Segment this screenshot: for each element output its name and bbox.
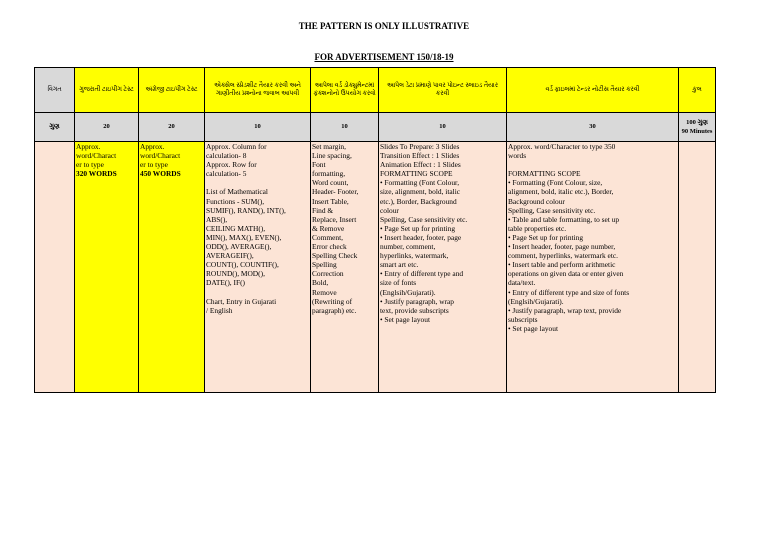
marks-powerpoint: 10: [379, 113, 507, 142]
excel-line: ODD(), AVERAGE(),: [206, 242, 272, 252]
tender-line: table properties etc.: [508, 223, 567, 233]
header-excel: એક્સેલ સ્પ્રેડશીટ તૈયાર કરવી અને ગાણીતીય પ્રશ્નોના જવાબ આપવી: [205, 68, 311, 113]
ppt-line: • Page Set up for printing: [380, 223, 456, 233]
header-total: કુલ: [679, 68, 716, 113]
excel-line: DATE(), IF(): [206, 278, 245, 288]
word-line: Spelling Check: [312, 251, 358, 261]
content-word: [311, 142, 379, 393]
word-line: Header- Footer,: [312, 187, 359, 197]
english-line: er to type: [140, 160, 168, 170]
gujarati-line: er to type: [76, 160, 104, 170]
content-english-typing: [139, 142, 205, 393]
english-word-count: 450 WORDS: [140, 169, 181, 179]
ppt-line: • Insert header, footer, page: [380, 232, 462, 242]
ppt-line: text, provide subscripts: [380, 305, 449, 315]
excel-line: [206, 178, 309, 187]
tender-line: • Page Set up for printing: [508, 232, 584, 242]
tender-line: • Table and table formatting, to set up: [508, 214, 620, 224]
content-excel: [205, 142, 311, 393]
tender-line: • Insert header, footer, page number,: [508, 242, 616, 252]
ppt-line: • Set page layout: [380, 314, 430, 324]
english-line: word/Charact: [140, 151, 181, 161]
excel-line: calculation- 8: [206, 151, 247, 161]
excel-line: CEILING MATH(),: [206, 223, 266, 233]
word-line: & Remove: [312, 223, 345, 233]
excel-line: Chart, Entry in Gujarati: [206, 296, 277, 306]
word-line: Insert Table,: [312, 196, 349, 206]
ppt-line: • Justify paragraph, wrap: [380, 296, 455, 306]
marks-tender: 30: [507, 113, 679, 142]
marks-total: [679, 113, 716, 142]
content-detail: [35, 142, 75, 393]
ppt-line: hyperlinks, watermark,: [380, 251, 449, 261]
word-line: Replace, Insert: [312, 214, 357, 224]
header-word: આપેલા વર્ડ ડોક્યુમેન્ટમાં ફંક્શનોનો ઉપયોગ કરવો: [311, 68, 379, 113]
marks-total-score: 100 ગુણ: [686, 118, 708, 126]
excel-line: [206, 288, 309, 297]
content-gujarati-typing: [75, 142, 139, 393]
word-line: Find &: [312, 205, 334, 215]
word-line: Font: [312, 160, 326, 170]
tender-line: • Formatting (Font Colour, size,: [508, 178, 603, 188]
ppt-line: • Formatting (Font Colour,: [380, 178, 460, 188]
document-title: THE PATTERN IS ONLY ILLUSTRATIVE: [298, 21, 470, 31]
tender-line: FORMATTING SCOPE: [508, 169, 581, 179]
word-line: Error check: [312, 242, 347, 252]
content-row: [35, 142, 716, 393]
word-line: Comment,: [312, 232, 343, 242]
tender-line: Approx. word/Character to type 350: [508, 142, 616, 151]
excel-line: ROUND(), MOD(),: [206, 269, 265, 279]
english-line: Approx.: [140, 142, 165, 151]
excel-line: COUNT(), COUNTIF(),: [206, 260, 279, 270]
excel-line: SUMIF(), RAND(), INT(),: [206, 205, 286, 215]
excel-line: calculation- 5: [206, 169, 247, 179]
tender-line: [508, 160, 677, 169]
marks-word: 10: [311, 113, 379, 142]
tender-line: alignment, bold, italic etc.), Border,: [508, 187, 614, 197]
ppt-line: colour: [380, 205, 399, 215]
tender-line: words: [508, 151, 527, 161]
excel-line: Approx. Row for: [206, 160, 257, 170]
ppt-line: Spelling, Case sensitivity etc.: [380, 214, 468, 224]
word-line: Word count,: [312, 178, 349, 188]
header-english-typing: અંગ્રેજી ટાઇપીંગ ટેસ્ટ: [139, 68, 205, 113]
ppt-line: (Englsih/Gujarati).: [380, 287, 436, 297]
ppt-line: number, comment,: [380, 242, 436, 252]
header-gujarati-typing: ગુજરાતી ટાઇપીંગ ટેસ્ટ: [75, 68, 139, 113]
word-line: Line spacing,: [312, 151, 352, 161]
content-tender: [507, 142, 679, 393]
word-line: Correction: [312, 269, 344, 279]
ppt-line: Slides To Prepare: 3 Slides: [380, 142, 460, 151]
excel-line: ABS(),: [206, 214, 228, 224]
ppt-line: Transition Effect : 1 Slides: [380, 151, 460, 161]
header-row: [35, 68, 716, 113]
marks-excel: 10: [205, 113, 311, 142]
word-line: formatting,: [312, 169, 346, 179]
tender-line: Spelling, Case sensitivity etc.: [508, 205, 596, 215]
word-line: Bold,: [312, 278, 329, 288]
ppt-line: • Entry of different type and: [380, 269, 464, 279]
exam-pattern-table: [34, 67, 716, 393]
content-total: [679, 142, 716, 393]
ppt-line: FORMATTING SCOPE: [380, 169, 453, 179]
excel-line: Functions - SUM(),: [206, 196, 265, 206]
tender-line: (Englsih/Gujarati).: [508, 296, 564, 306]
word-line: (Rewriting of: [312, 296, 353, 306]
excel-line: Approx. Column for: [206, 142, 267, 151]
word-line: Remove: [312, 287, 337, 297]
tender-line: • Insert table and perform arithmetic: [508, 260, 616, 270]
header-tender: વર્ડ ફાઇલમાં ટેન્ડર નોટીસ તૈયાર કરવી: [507, 68, 679, 113]
tender-line: • Justify paragraph, wrap text, provide: [508, 305, 622, 315]
tender-line: data/text.: [508, 278, 536, 288]
word-line: paragraph) etc.: [312, 305, 357, 315]
gujarati-line: word/Charact: [76, 151, 117, 161]
tender-line: Background colour: [508, 196, 565, 206]
excel-line: / English: [206, 305, 233, 315]
ppt-line: size of fonts: [380, 278, 417, 288]
marks-label: ગુણ: [35, 113, 75, 142]
excel-line: List of Mathematical: [206, 187, 268, 197]
excel-line: MIN(), MAX(), EVEN(),: [206, 232, 282, 242]
ppt-line: smart art etc.: [380, 260, 419, 270]
word-line: Set margin,: [312, 142, 346, 151]
ppt-line: Animation Effect : 1 Slides: [380, 160, 461, 170]
ppt-line: etc.), Border, Background: [380, 196, 457, 206]
advertisement-title: FOR ADVERTISEMENT 150/18-19: [314, 52, 454, 62]
tender-line: • Entry of different type and size of fonts: [508, 287, 630, 297]
marks-gujarati: 20: [75, 113, 139, 142]
tender-line: • Set page layout: [508, 323, 558, 333]
header-powerpoint: આપેલ ડેટા પ્રમાણે પાવર પોઇન્ટ સ્લાઇડ તૈયાર કરવી: [379, 68, 507, 113]
excel-line: AVERAGEIF(),: [206, 251, 254, 261]
gujarati-line: Approx.: [76, 142, 101, 151]
tender-line: subscripts: [508, 314, 538, 324]
gujarati-word-count: 320 WORDS: [76, 169, 117, 179]
marks-english: 20: [139, 113, 205, 142]
tender-line: operations on given data or enter given: [508, 269, 624, 279]
header-detail: વિગત: [35, 68, 75, 113]
marks-total-duration: 90 Minutes: [681, 128, 713, 135]
word-line: Spelling: [312, 260, 337, 270]
ppt-line: size, alignment, bold, italic: [380, 187, 461, 197]
marks-row: [35, 113, 716, 142]
content-powerpoint: [379, 142, 507, 393]
tender-line: comment, hyperlinks, watermark etc.: [508, 251, 619, 261]
